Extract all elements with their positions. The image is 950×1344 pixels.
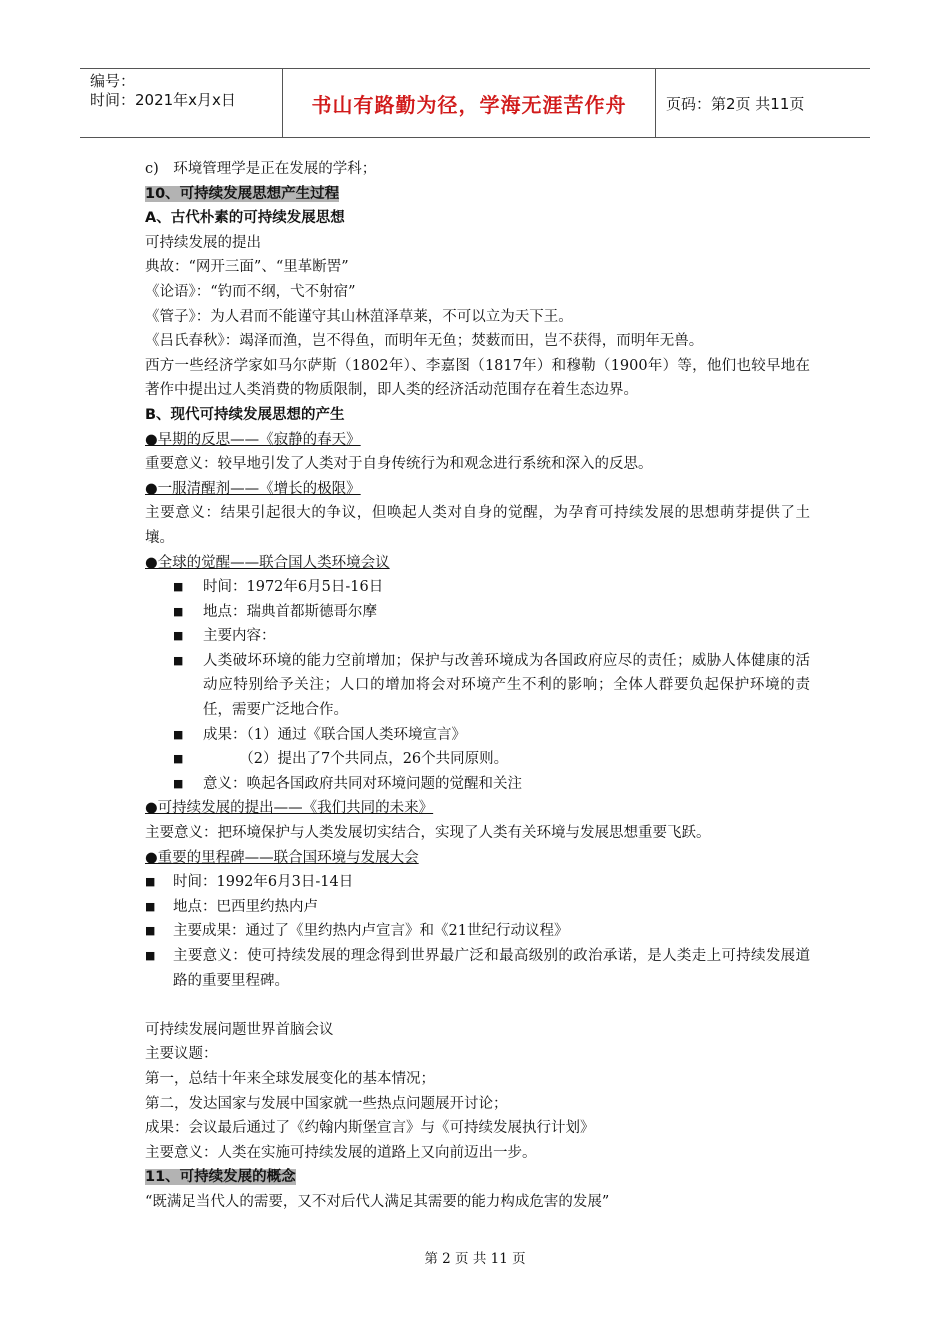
text-line: 《吕氏春秋》：竭泽而渔，岂不得鱼，而明年无鱼；焚薮而田，岂不获得，而明年无兽。 bbox=[145, 333, 704, 350]
header-page-label: 页码：第2页 共11页 bbox=[666, 94, 805, 113]
section-heading-10: 10、可持续发展思想产生过程 bbox=[145, 185, 340, 202]
spacer bbox=[145, 993, 810, 1018]
square-bullet-icon: ■ bbox=[145, 875, 156, 889]
doc-number-label: 编号： bbox=[90, 72, 136, 90]
text-line: c) 环境管理学是正在发展的学科； bbox=[145, 161, 377, 177]
text-line: 主要议题： bbox=[145, 1046, 218, 1063]
text-line: 主要意义：人类在实施可持续发展的道路上又向前迈出一步。 bbox=[145, 1144, 537, 1161]
square-bullet-icon: ■ bbox=[173, 653, 184, 667]
bullet-heading: ●全球的觉醒——联合国人类环境会议 bbox=[145, 554, 390, 571]
paragraph: 西方一些经济学家如马尔萨斯（1802年）、李嘉图（1817年）和穆勒（1900年）等，他们也较早地在著作中提出过人类消费的物质限制，即人类的经济活动范围存在着生态边界。 bbox=[145, 357, 810, 399]
list-item: ■ 主要成果：通过了《里约热内卢宣言》和《21世纪行动议程》 bbox=[145, 919, 810, 944]
square-bullet-icon: ■ bbox=[173, 776, 184, 790]
list-item: ■ 地点：瑞典首都斯德哥尔摩 bbox=[145, 600, 810, 625]
page-header bbox=[80, 68, 870, 138]
text-line: 主要意义：把环境保护与人类发展切实结合，实现了人类有关环境与发展思想重要飞跃。 bbox=[145, 825, 711, 842]
square-bullet-icon: ■ bbox=[173, 580, 184, 594]
list-item: ■ 主要内容： bbox=[145, 624, 810, 649]
doc-time-label: 时间：2021年x月x日 bbox=[90, 91, 236, 109]
text-line: 第二，发达国家与发展中国家就一些热点问题展开讨论； bbox=[145, 1095, 508, 1112]
bullet-heading: ●一服清醒剂——《增长的极限》 bbox=[145, 480, 361, 497]
subheading-b: B、现代可持续发展思想的产生 bbox=[145, 406, 345, 423]
list-item: ■ 人类破坏环境的能力空前增加；保护与改善环境成为各国政府应尽的责任；威胁人体健康的活动应特别给予关注；人口的增加将会对环境产生不利的影响；全体人群要负起保护环境的责任，需要广泛地合作。 bbox=[145, 649, 810, 723]
list-item: ■ （2）提出了7个共同点，26个共同原则。 bbox=[145, 747, 810, 772]
text-line: “既满足当代人的需要，又不对后代人满足其需要的能力构成危害的发展” bbox=[145, 1193, 610, 1210]
square-bullet-icon: ■ bbox=[145, 899, 156, 913]
text-line: 可持续发展的提出 bbox=[145, 234, 261, 251]
list-item: ■ 时间：1992年6月3日-14日 bbox=[145, 870, 810, 895]
text-line: 可持续发展问题世界首脑会议 bbox=[145, 1021, 334, 1038]
bullet-heading: ●早期的反思——《寂静的春天》 bbox=[145, 431, 361, 448]
bullet-heading: ●可持续发展的提出——《我们共同的未来》 bbox=[145, 800, 434, 817]
header-meta bbox=[80, 69, 283, 137]
list-item: ■ 主要意义：使可持续发展的理念得到世界最广泛和最高级别的政治承诺，是人类走上可持续发展道路的重要里程碑。 bbox=[145, 944, 810, 993]
document-body bbox=[145, 157, 810, 1215]
square-bullet-icon: ■ bbox=[145, 924, 156, 938]
list-item: ■ 时间：1972年6月5日-16日 bbox=[145, 575, 810, 600]
list-item: ■ 意义：唤起各国政府共同对环境问题的觉醒和关注 bbox=[145, 772, 810, 797]
square-bullet-icon: ■ bbox=[145, 949, 156, 962]
text-line: 《管子》：为人君而不能谨守其山林菹泽草莱，不可以立为天下王。 bbox=[145, 308, 573, 325]
text-line: 第一，总结十年来全球发展变化的基本情况； bbox=[145, 1070, 435, 1087]
text-line: 《论语》：“钓而不纲，弋不射宿” bbox=[145, 283, 356, 300]
bullet-heading: ●重要的里程碑——联合国环境与发展大会 bbox=[145, 849, 419, 866]
paragraph: 主要意义：结果引起很大的争议，但唤起人类对自身的觉醒，为孕育可持续发展的思想萌芽提供了土壤。 bbox=[145, 505, 810, 546]
text-line: 重要意义：较早地引发了人类对于自身传统行为和观念进行系统和深入的反思。 bbox=[145, 456, 653, 473]
square-bullet-icon: ■ bbox=[173, 629, 184, 643]
page-footer: 第 2 页 共 11 页 bbox=[424, 1251, 526, 1267]
text-line: 成果：会议最后通过了《约翰内斯堡宣言》与《可持续发展执行计划》 bbox=[145, 1120, 595, 1137]
square-bullet-icon: ■ bbox=[173, 604, 184, 618]
section-heading-11: 11、可持续发展的概念 bbox=[145, 1169, 296, 1186]
square-bullet-icon: ■ bbox=[173, 727, 184, 741]
header-motto: 书山有路勤为径，学海无涯苦作舟 bbox=[283, 69, 656, 137]
text-line: 典故：“网开三面”、“里革断罟” bbox=[145, 259, 349, 276]
list-item: ■ 成果：（1）通过《联合国人类环境宣言》 bbox=[145, 723, 810, 748]
list-item: ■ 地点：巴西里约热内卢 bbox=[145, 895, 810, 920]
square-bullet-icon: ■ bbox=[173, 752, 184, 766]
subheading-a: A、古代朴素的可持续发展思想 bbox=[145, 210, 345, 227]
